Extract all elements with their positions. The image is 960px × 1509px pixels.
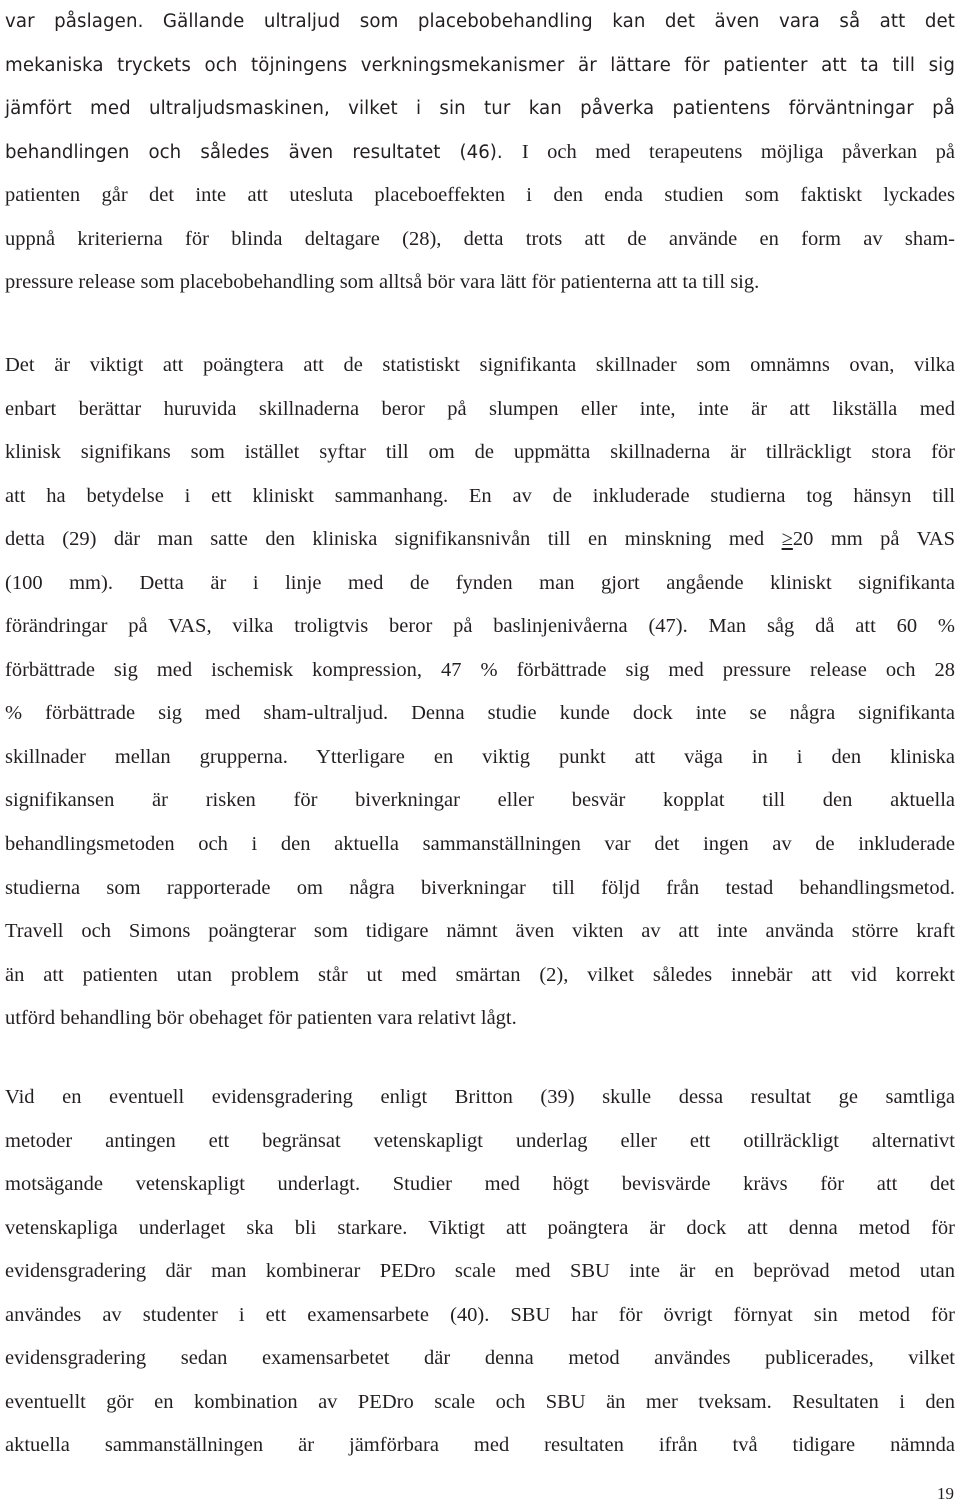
text-line: studierna som rapporterade om några biverkningar till följd från testad behandlingsmetod. — [5, 876, 955, 899]
text-line: eventuellt gör en kombination av PEDro scale och SBU än mer tveksam. Resultaten i den — [5, 1390, 955, 1413]
text-segment: I och med terapeutens möjliga påverkan på — [521, 140, 955, 163]
greater-equal-symbol: ≥ — [781, 528, 793, 551]
text-line: patienten går det inte att utesluta placeboeffekten i den enda studien som faktiskt lyckades — [5, 184, 955, 207]
text-line: Vid en eventuell evidensgradering enligt Britton (39) skulle dessa resultat ge samtliga — [5, 1086, 955, 1108]
text-segment: detta (29) där man satte den kliniska signifikansnivån till en minskning med — [5, 528, 782, 551]
text-line: klinisk signifikans som istället syftar till om de uppmätta skillnaderna är tillräckligt stora för — [5, 441, 955, 464]
text-line: evidensgradering sedan examensarbetet där denna metod användes publicerades, vilket — [5, 1347, 955, 1370]
text-line: metoder antingen ett begränsat vetenskapligt underlag eller ett otillräckligt alternativt — [5, 1129, 955, 1152]
text-line: signifikansen är risken för biverkningar eller besvär kopplat till den aktuella — [5, 789, 955, 812]
text-line: aktuella sammanställningen är jämförbara med resultaten ifrån två tidigare nämnda — [5, 1434, 955, 1457]
text-line: % förbättrade sig med sham-ultraljud. Denna studie kunde dock inte se några signifikanta — [5, 702, 955, 725]
text-line: mekaniska tryckets och töjningens verkningsmekanismer är lättare för patienter att ta till sig — [5, 54, 955, 76]
text-segment: behandlingen och således även resultatet (46). — [5, 141, 522, 163]
text-line: var påslagen. Gällande ultraljud som placebobehandling kan det även vara så att det — [5, 11, 955, 32]
text-line: (100 mm). Detta är i linje med de fynden man gjort angående kliniskt signifikanta — [5, 571, 955, 594]
text-line: Travell och Simons poängterar som tidigare nämnt även vikten av att inte använda större kraft — [5, 920, 955, 943]
paragraph-clinical-significance — [5, 344, 955, 1041]
text-line: behandlingsmetoden och i den aktuella sammanställningen var det ingen av de inkluderade — [5, 833, 955, 856]
text-line: Det är viktigt att poängtera att de statistiskt signifikanta skillnader som omnämns ovan, vilka — [5, 354, 955, 376]
text-line-mixed — [5, 131, 955, 175]
text-line: förändringar på VAS, vilka troligtvis beror på baslinjenivåerna (47). Man såg då att 60 % — [5, 615, 955, 638]
text-line: än att patienten utan problem står ut med smärtan (2), vilket således innebär att vid korrekt — [5, 963, 955, 986]
text-line: jämfört med ultraljudsmaskinen, vilket i sin tur kan påverka patientens förväntningar på — [5, 98, 955, 120]
text-line: användes av studenter i ett examensarbete (40). SBU har för övrigt förnyat sin metod för — [5, 1303, 955, 1326]
text-line: utförd behandling bör obehaget för patienten vara relativt lågt. — [5, 1007, 517, 1030]
text-line: uppnå kriterierna för blinda deltagare (28), detta trots att de använde en form av sham- — [5, 227, 955, 250]
paragraph-evidence-grading — [5, 1076, 955, 1468]
text-line: förbättrade sig med ischemisk kompression, 47 % förbättrade sig med pressure release och 28 — [5, 658, 955, 681]
text-line: vetenskapliga underlaget ska bli starkare. Viktigt att poängtera är dock att denna metod för — [5, 1216, 955, 1239]
paragraph-placebo-discussion — [5, 0, 955, 305]
text-line: motsägande vetenskapligt underlagt. Studier med högt bevisvärde krävs för att det — [5, 1173, 955, 1196]
text-line: enbart berättar huruvida skillnaderna beror på slumpen eller inte, inte är att likställa med — [5, 397, 955, 420]
text-line: evidensgradering där man kombinerar PEDro scale med SBU inte är en beprövad metod utan — [5, 1260, 955, 1283]
text-line-ge — [5, 518, 955, 562]
text-line: skillnader mellan grupperna. Ytterligare en viktig punkt att väga in i den kliniska — [5, 745, 955, 768]
page-number: 19 — [937, 1484, 954, 1503]
text-line: pressure release som placebobehandling som alltså bör vara lätt för patienterna att ta till sig. — [5, 271, 760, 294]
text-segment: 20 mm på VAS — [792, 528, 955, 551]
text-line: att ha betydelse i ett kliniskt sammanhang. En av de inkluderade studierna tog hänsyn till — [5, 484, 955, 507]
